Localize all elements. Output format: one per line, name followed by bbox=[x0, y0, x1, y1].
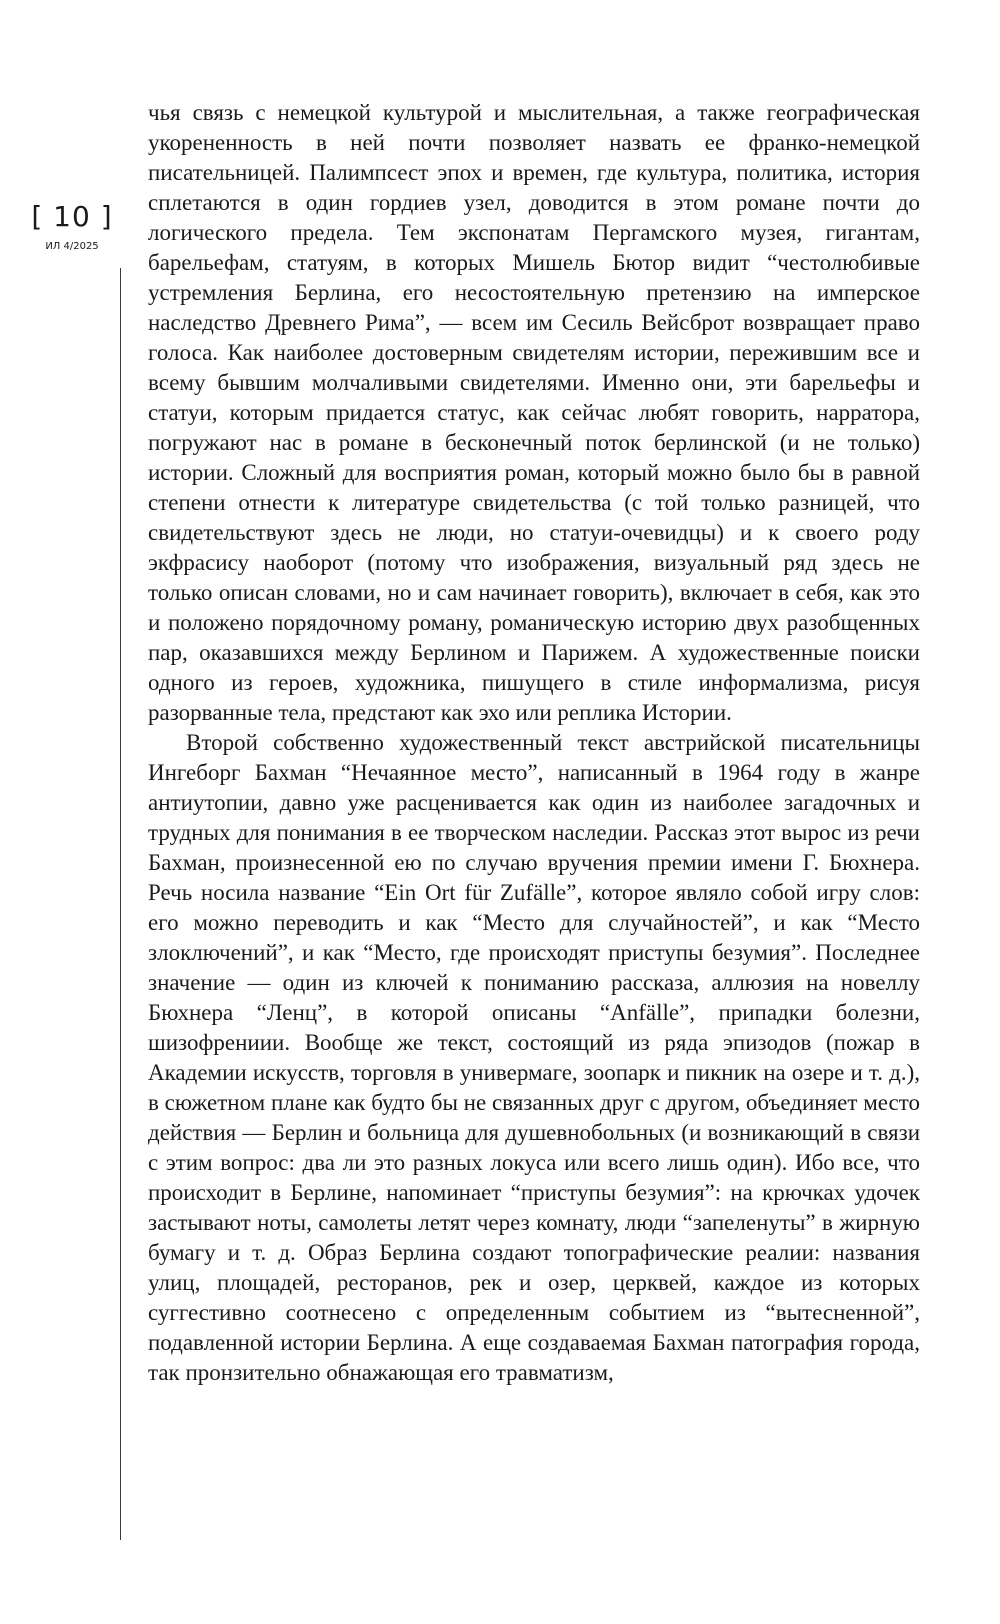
margin-rule bbox=[120, 268, 121, 1540]
margin-column bbox=[30, 200, 114, 254]
page-number: [ 10 ] bbox=[31, 200, 113, 233]
paragraph: Второй собственно художественный текст австрийской писательницы Ингеборг Бахман “Нечаянное место”, написанный в 1964 году в жанре антиутопии, давно уже расценивается как один из наиболее загадочных и трудных для понимания в ее творческом наследии. Рассказ этот вырос из речи Бахман, произнесенной ею по случаю вручения премии имени Г. Бюхнера. Речь носила название “Ein Ort für Zufälle”, которое являло собой игру слов: его можно переводить и как “Место для случайностей”, и как “Место злоключений”, и как “Место, где происходят приступы безумия”. Последнее значение — один из ключей к пониманию рассказа, аллюзия на новеллу Бюхнера “Ленц”, в которой описаны “Anfälle”, припадки болезни, шизофрениии. Вообще же текст, состоящий из ряда эпизодов (пожар в Академии искусств, торговля в универмаге, зоопарк и пикник на озере и т. д.), в сюжетном плане как будто бы не связанных друг с другом, объединяет место действия — Берлин и больница для душевнобольных (и возникающий в связи с этим вопрос: два ли это разных локуса или всего лишь один). Ибо все, что происходит в Берлине, напоминает “приступы безумия”: на крючках удочек застывают ноты, самолеты летят через комнату, люди “запеленуты” в жирную бумагу и т. д. Образ Берлина создают топографические реалии: названия улиц, площадей, ресторанов, рек и озер, церквей, каждое из которых суггестивно соотнесено с определенным событием из “вытесненной”, подавленной истории Берлина. А еще создаваемая Бахман патография города, так пронзительно обнажающая его травматизм, bbox=[148, 730, 920, 1385]
paragraph: чья связь с немецкой культурой и мыслительная, а также географическая укорененность в ней почти позволяет назвать ее франко-немецкой писательницей. Палимпсест эпох и времен, где культура, политика, история сплетаются в один гордиев узел, доводится в этом романе почти до логического предела. Тем экспонатам Пергамского музея, гигантам, барельефам, статуям, в которых Мишель Бютор видит “честолюбивые устремления Берлина, его несостоятельную претензию на имперское наследство Древнего Рима”, — всем им Сесиль Вейсброт возвращает право голоса. Как наиболее достоверным свидетелям истории, пережившим все и всему бывшим молчаливыми свидетелями. Именно они, эти барельефы и статуи, которым придается статус, как сейчас любят говорить, нарратора, погружают нас в романе в бесконечный поток берлинской (и не только) истории. Сложный для восприятия роман, который можно было бы в равной степени отнести к литературе свидетельства (с той только разницей, что свидетельствуют здесь не люди, но статуи-очевидцы) и к своего роду экфрасису наоборот (потому что изображения, визуальный ряд здесь не только описан словами, но и сам начинает говорить), включает в себя, как это и положено порядочному роману, романическую историю двух разобщенных пар, оказавшихся между Берлином и Парижем. А художественные поиски одного из героев, художника, пишущего в стиле информализма, рисуя разорванные тела, предстают как эхо или реплика Истории. bbox=[148, 100, 920, 725]
issue-label: ИЛ 4/2025 bbox=[45, 241, 99, 252]
body-text bbox=[148, 98, 920, 1388]
